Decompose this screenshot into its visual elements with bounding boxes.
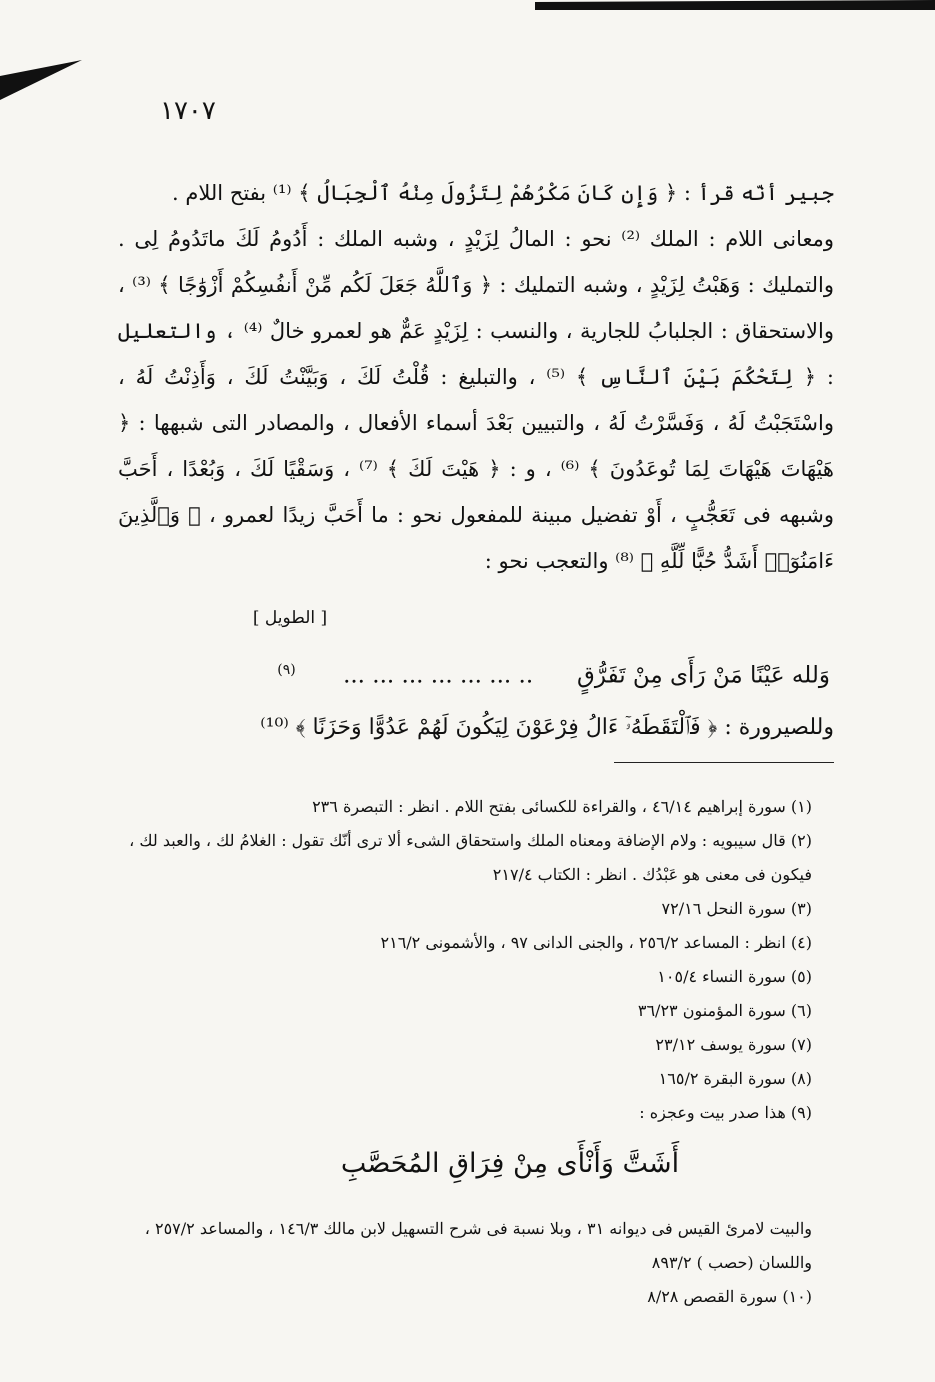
footnote-5: (٥) سورة النساء ١٠٥/٤ (657, 967, 812, 986)
verse-second-hemistich: أَشَتَّ وَأَنْأَى مِنْ فِرَاقِ المُحَصَّبِ (340, 1148, 680, 1179)
footnote-9-continuation: والبيت لامرئ القيس فى ديوانه ٣١ ، وبلا نسبة فى شرح التسهيل لابن مالك ١٤٦/٣ ، والمساعد ٢٥٧/٢ ، واللسان (حصب ) ٨٩٣/٢ (144, 1219, 812, 1272)
footnotes (118, 790, 834, 1130)
footnote-6: (٦) سورة المؤمنون ٣٦/٢٣ (637, 1001, 812, 1020)
verse-footnote-ref: (٩) (277, 662, 296, 678)
scan-edge-top (535, 0, 935, 10)
footnote-2: (٢) قال سيبويه : ولام الإضافة ومعناه الملك واستحقاق الشىء ألا ترى أنّك تقول : الغلامُ لك ، والعبد لك ، فيكون فى معنى هو عَبْدُك . انظر : الكتاب ٢١٧/٤ (129, 831, 812, 884)
footnote-8: (٨) سورة البقرة ١٦٥/٢ (658, 1069, 812, 1088)
footnote-7: (٧) سورة يوسف ٢٣/١٢ (655, 1035, 812, 1054)
page-number: ١٧٠٧ (160, 96, 216, 126)
footnote-tail (118, 1212, 834, 1314)
footnote-9: (٩) هذا صدر بيت وعجزه : (639, 1103, 812, 1122)
poetic-meter-label: [ الطويل ] (252, 608, 328, 628)
verse-first-hemistich: وَلله عَيْنًا مَنْ رَأَى مِنْ تَفَرُّقٍ (577, 662, 830, 689)
scan-edge-left-wedge (0, 60, 82, 100)
sairura-line: وللصيرورة : ﴿ فَٱلْتَقَطَهُۥٓ ءَالُ فِرْعَوْنَ لِيَكُونَ لَهُمْ عَدُوًّا وَحَزَنًا ﴾ ⁽¹⁰⁾ (260, 715, 834, 740)
footnote-3: (٣) سورة النحل ٧٢/١٦ (661, 899, 812, 918)
main-paragraph-1: جبير أنّه قرأ : ﴿ وَإِن كَانَ مَكْرُهُمْ لِتَزُولَ مِنْهُ ٱلْجِبَالُ ﴾ ⁽¹⁾ بفتح اللام . (171, 181, 834, 205)
main-paragraph-2: ومعانى اللام : الملك ⁽²⁾ نحو : المالُ لِزَيْدٍ ، وشبه الملك : أَدُومُ لَكَ ماتَدُومُ لِى . والتمليك : وَهَبْتُ لِزَيْدٍ ، وشبه التمليك : ﴿ وَٱللَّهُ جَعَلَ لَكُم مِّنْ أَنفُسِكُمْ أَزْوَٰجًا ﴾ ⁽³⁾ ، والاستحقاق : الجلبابُ للجارية ، والنسب : لِزَيْدٍ عَمٌّ هو لعمرو خالٌ ⁽⁴⁾ ، والتعليل : ﴿ لِتَحْكُمَ بَيْنَ ٱلنَّاسِ ﴾ ⁽⁵⁾ ، والتبليغ : قُلْتُ لَكَ ، وَبَيَّنْتُ لَكَ ، وَأَذِنْتُ لَهُ ، واسْتَجَبْتُ لَهُ ، وَفَسَّرْتُ لَهُ ، والتبيين بَعْدَ أسماء الأفعال ، والمصادر التى شبهها : ﴿ هَيْهَاتَ هَيْهَاتَ لِمَا تُوعَدُونَ ﴾ ⁽⁶⁾ ، و : ﴿ هَيْتَ لَكَ ﴾ ⁽⁷⁾ ، وَسَقْيًا لَكَ ، وَبُعْدًا ، أَحَبَّ وشبهه فى تَعَجُّبٍ ، أَوْ تفضيل مبينة للمفعول نحو : ما أَحَبَّ زيدًا لعمرو ، ﴿ وَٱلَّذِينَ ءَامَنُوٓا۟ أَشَدُّ حُبًّا لِّلَّهِ ﴾ ⁽⁸⁾ والتعجب نحو : (118, 227, 834, 573)
footnote-10: (١٠) سورة القصص ٨/٢٨ (647, 1287, 812, 1306)
main-text (118, 170, 834, 584)
footnote-1: (١) سورة إبراهيم ٤٦/١٤ ، والقراءة للكسائى بفتح اللام . انظر : التبصرة ٢٣٦ (312, 797, 812, 816)
verse-omitted-dots: .. ... ... ... ... ... ... (343, 662, 534, 689)
footnote-4: (٤) انظر : المساعد ٢٥٦/٢ ، والجنى الدانى ٩٧ ، والأشمونى ٢١٦/٢ (380, 933, 812, 952)
verse-line (180, 662, 830, 689)
footnote-separator (614, 762, 834, 763)
